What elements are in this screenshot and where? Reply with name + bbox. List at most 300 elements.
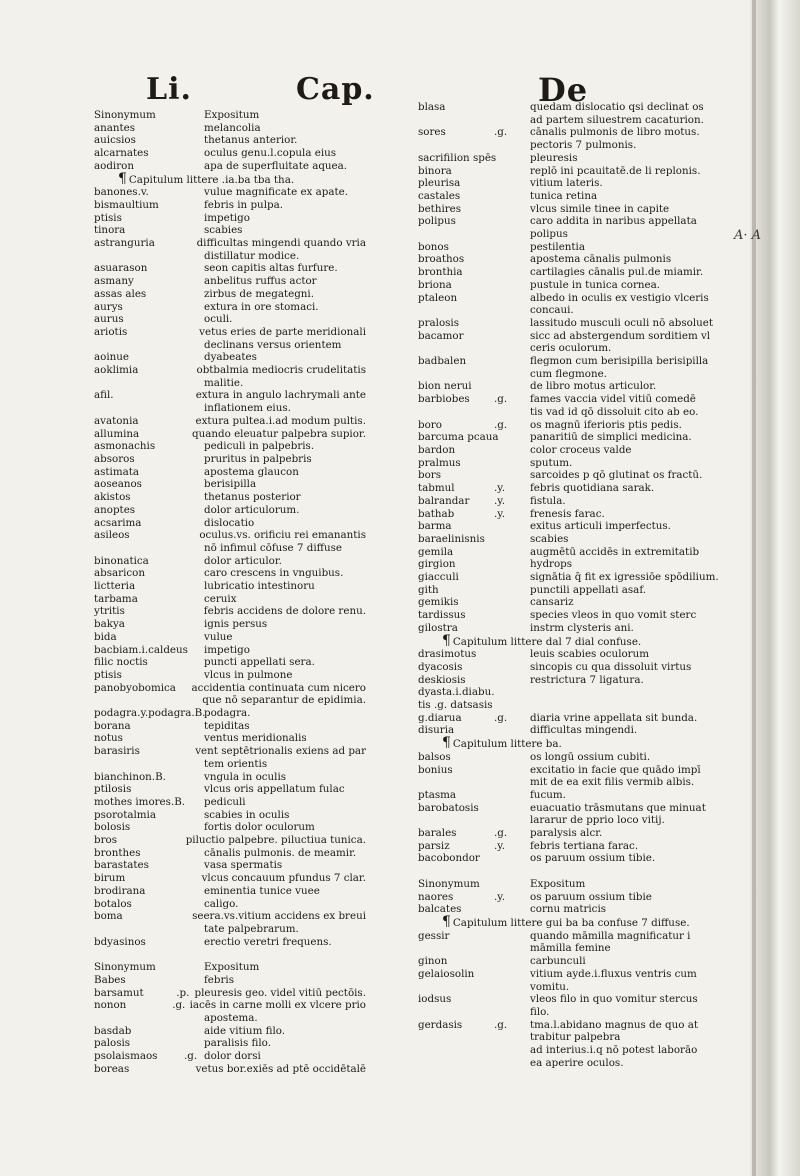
page-fold [752,0,756,1176]
glossary-term: aoseanos [94,478,142,491]
glossary-entry [94,580,366,593]
glossary-term: aodiron [94,159,134,172]
glossary-entry [94,923,366,936]
page-edge [750,0,800,1176]
glossary-entry [418,330,726,343]
glossary-definition: vngula in oculis [204,770,287,783]
glossary-definition: pleuresis geo. videl vitiū pectōis. [194,986,366,999]
glossary-entry [94,402,366,415]
glossary-entry [94,847,366,860]
glossary-term: balcates [418,903,462,916]
glossary-entry [94,364,366,377]
glossary-entry [418,571,726,584]
glossary-term: girgion [418,558,456,571]
glossary-definition: que nō separantur de epidimia. [202,694,366,707]
glossary-entry [94,160,366,173]
glossary-term: bronthes [94,846,141,859]
glossary-term: asmany [94,275,134,288]
glossary-term: parsiz [418,839,450,852]
glossary-definition: extura in ore stomaci. [204,300,319,313]
glossary-entry [418,724,726,737]
glossary-definition: trabitur palpebra [530,1031,621,1044]
glossary-definition: cansariz [530,596,574,609]
glossary-definition: febris in pulpa. [204,198,283,211]
glossary-term: aurus [94,313,124,326]
glossary-entry [418,431,726,444]
glossary-entry [94,809,366,822]
glossary-entry [94,618,366,631]
glossary-definition: caligo. [204,897,239,910]
glossary-term: deskiosis [418,673,466,686]
glossary-entry [94,885,366,898]
glossary-definition: pediculi [204,795,246,808]
glossary-term: broathos [418,253,465,266]
glossary-definition: anbelitus ruffus actor [204,275,317,288]
glossary-entry [94,999,366,1012]
glossary-entry [94,605,366,618]
glossary-entry [94,478,366,491]
glossary-definition: dolor articulor. [204,554,282,567]
glossary-term: bianchinon.B. [94,770,166,783]
glossary-entry [418,342,726,355]
glossary-definition: thetanus posterior [204,491,301,504]
glossary-entry [418,878,726,891]
pilcrow-icon: ¶ [442,632,451,649]
glossary-term: barasiris [94,745,140,758]
glossary-entry [418,469,726,482]
glossary-entry [94,134,366,147]
glossary-term: drasimotus [418,648,477,661]
glossary-entry [94,745,366,758]
glossary-definition: carbunculi [530,955,586,968]
glossary-definition: tem orientis [204,757,268,770]
glossary-entry [418,253,726,266]
glossary-definition: cānalis pulmonis. de meamir. [204,846,357,859]
glossary-definition: dolor articulorum. [204,503,300,516]
glossary-term: ariotis [94,325,128,338]
glossary-term: gemikis [418,596,459,609]
glossary-entry [418,802,726,815]
glossary-entry [94,821,366,834]
glossary-term: Babes [94,973,126,986]
glossary-entry [418,114,726,127]
glossary-term: gerdasis [418,1018,463,1031]
glossary-entry [94,262,366,275]
glossary-definition: replō ini pcauitatē.de li replonis. [530,164,701,177]
glossary-term: anantes [94,121,136,134]
language-mark: .g. [494,711,508,724]
glossary-entry [418,292,726,305]
glossary-definition: concaui. [530,304,574,317]
glossary-entry [418,444,726,457]
glossary-term: g.diarua [418,711,462,724]
glossary-definition: diaria vrine appellata sit bunda. [530,711,698,724]
glossary-entry [94,720,366,733]
glossary-entry [418,419,726,432]
chapter-heading-text: Capitulum littere gui ba ba confuse 7 diffuse. [452,916,690,929]
glossary-entry [418,699,726,712]
glossary-term: bismaultium [94,198,159,211]
glossary-definition: caro crescens in vnguibus. [204,567,344,580]
glossary-definition: scabies [204,224,243,237]
glossary-entry [418,776,726,789]
glossary-term: barcuma pcaua [418,431,499,444]
language-mark: .y. [494,890,505,903]
glossary-entry [94,834,366,847]
glossary-definition: frenesis farac. [530,507,605,520]
glossary-definition: Expositum [204,961,260,974]
language-mark: .g. [494,1018,508,1031]
glossary-definition: vitium lateris. [530,177,603,190]
glossary-definition: mit de ea exit filis vermib albis. [530,776,695,789]
glossary-term: gilostra [418,621,458,634]
glossary-definition: ad partem siluestrem cacaturion. [530,113,704,126]
glossary-entry [418,393,726,406]
glossary-definition: scabies [530,532,569,545]
glossary-entry [94,771,366,784]
glossary-term: dyacosis [418,660,463,673]
glossary-entry [418,596,726,609]
glossary-definition: melancolia [204,121,261,134]
language-mark: .p. [176,986,190,999]
glossary-term: ptasma [418,788,457,801]
glossary-entry [94,122,366,135]
glossary-term: ytritis [94,605,125,618]
glossary-term: aurys [94,300,123,313]
glossary-definition: declinans versus orientem [204,338,342,351]
glossary-definition: pestilentia [530,240,585,253]
glossary-term: ptisis [94,668,122,681]
glossary-entry [94,517,366,530]
glossary-definition: aide vitium filo. [204,1024,286,1037]
chapter-heading-text: Capitulum littere dal 7 dial confuse. [452,635,642,648]
glossary-entry [418,981,726,994]
glossary-definition: difficultas mingendi. [530,724,638,737]
glossary-entry [418,533,726,546]
glossary-term: asmonachis [94,440,156,453]
glossary-term: ptaleon [418,291,458,304]
glossary-entry [94,948,366,961]
glossary-term: badbalen [418,355,467,368]
glossary-term: lictteria [94,580,136,593]
glossary-definition: febris tertiana farac. [530,839,639,852]
glossary-definition: vetus eries de parte meridionali [199,325,366,338]
glossary-entry [418,1019,726,1032]
glossary-definition: inflationem eius. [204,402,291,415]
glossary-definition: cānalis pulmonis de libro motus. [530,126,700,139]
language-mark: .g. [494,126,508,139]
glossary-term: notus [94,732,123,745]
glossary-definition: extura pultea.i.ad modum pultis. [195,414,366,427]
glossary-column-left [94,109,366,1075]
glossary-term: briona [418,278,452,291]
glossary-entry [94,758,366,771]
glossary-entry [418,584,726,597]
glossary-entry [418,891,726,904]
glossary-entry [418,508,726,521]
glossary-entry [418,852,726,865]
glossary-entry [418,304,726,317]
glossary-entry [94,529,366,542]
glossary-entry [94,186,366,199]
glossary-entry [418,764,726,777]
glossary-entry [418,865,726,878]
glossary-term: Sinonymum [94,961,156,974]
glossary-term: pleurisa [418,177,461,190]
glossary-definition: filo. [530,1005,550,1018]
glossary-term: bakya [94,618,125,631]
glossary-definition: quando eleuatur palpebra supior. [192,427,366,440]
glossary-term: borana [94,719,131,732]
glossary-entry [94,898,366,911]
glossary-definition: pustule in tunica cornea. [530,278,661,291]
glossary-entry [94,491,366,504]
glossary-definition: ventus meridionalis [204,732,307,745]
glossary-definition: vetus bor.exiēs ad ptē occidētalē [195,1062,366,1075]
glossary-term: ptilosis [94,783,132,796]
glossary-term: bethires [418,202,462,215]
glossary-entry [94,694,366,707]
glossary-definition: ignis persus [204,618,268,631]
glossary-definition: eminentia tunice vuee [204,884,320,897]
glossary-definition: Expositum [530,877,586,890]
glossary-entry [94,147,366,160]
glossary-definition: accidentia continuata cum nicero [191,681,366,694]
glossary-definition: febris quotidiana sarak. [530,482,655,495]
glossary-definition: euacuatio trāsmutans que minuat [530,801,706,814]
glossary-term: dyasta.i.diabu. [418,686,495,699]
glossary-definition: lubricatio intestinoru [204,580,315,593]
language-mark: .g. [494,393,508,406]
glossary-entry [418,190,726,203]
chapter-heading [418,913,726,930]
glossary-term: birum [94,872,126,885]
pilcrow-icon: ¶ [118,170,127,187]
glossary-definition: distillatur modice. [204,249,300,262]
glossary-definition: puncti appellati sera. [204,656,315,669]
glossary-term: blasa [418,101,446,113]
glossary-definition: podagra. [204,707,251,720]
glossary-entry [94,707,366,720]
chapter-heading-text: Capitulum littere ba. [452,738,562,751]
glossary-entry [94,377,366,390]
glossary-definition: pectoris 7 pulmonis. [530,139,637,152]
glossary-term: brodirana [94,884,146,897]
glossary-entry [94,313,366,326]
glossary-term: avatonia [94,414,139,427]
glossary-entry [94,1012,366,1025]
glossary-definition: vulue [204,630,233,643]
glossary-entry [418,1006,726,1019]
glossary-term: tis .g. datsasis [418,699,493,712]
glossary-definition: cornu matricis [530,903,607,916]
running-head-chapter: Cap. [296,72,375,107]
glossary-term: panobyobomica [94,681,176,694]
glossary-entry [418,406,726,419]
glossary-entry [418,840,726,853]
glossary-entry [94,682,366,695]
glossary-definition: vleos filo in quo vomitur stercus [530,993,698,1006]
glossary-term: asileos [94,529,130,542]
glossary-term: sacrifilion spēs [418,151,497,164]
glossary-definition: vent septētrionalis exiens ad par [195,745,366,758]
pilcrow-icon: ¶ [442,735,451,752]
glossary-term: bacbiam.i.caldeus [94,643,188,656]
running-head-book: Li. [146,72,192,107]
glossary-term: filic noctis [94,656,148,669]
running-head-de: De [538,71,589,109]
glossary-definition: fames vaccia videl vitiū comedē [530,393,696,406]
glossary-term: alcarnates [94,147,149,160]
glossary-entry [418,241,726,254]
glossary-entry [94,796,366,809]
glossary-entry [418,457,726,470]
glossary-definition: de libro motus articulor. [530,380,657,393]
glossary-definition: excitatio in facie que quādo impī [530,763,701,776]
glossary-entry [418,751,726,764]
glossary-entry [418,279,726,292]
language-mark: .y. [494,507,505,520]
glossary-entry [418,558,726,571]
glossary-term: astimata [94,465,140,478]
margin-note: A· A [734,228,762,243]
glossary-entry [418,930,726,943]
glossary-term: afil. [94,389,114,402]
glossary-definition: apostema cānalis pulmonis [530,253,672,266]
glossary-entry [94,656,366,669]
glossary-entry [94,275,366,288]
glossary-entry [94,212,366,225]
glossary-term: assas ales [94,287,147,300]
glossary-entry [418,1057,726,1070]
glossary-entry [94,859,366,872]
glossary-definition: impetigo [204,211,250,224]
glossary-definition: zirbus de megategni. [204,287,314,300]
glossary-definition: panaritiū de simplici medicina. [530,431,692,444]
glossary-definition: tepiditas [204,719,250,732]
glossary-entry [94,555,366,568]
glossary-definition: cum flegmone. [530,367,607,380]
glossary-definition: exitus articuli imperfectus. [530,520,671,533]
glossary-entry [418,712,726,725]
glossary-definition: pediculi in palpebris. [204,440,315,453]
glossary-definition: quedam dislocatio qsi declinat os [530,101,704,113]
glossary-definition: tma.l.abidano magnus de quo at [530,1018,698,1031]
glossary-entry [418,228,726,241]
glossary-definition: fucum. [530,788,566,801]
glossary-definition: hydrops [530,558,573,571]
glossary-term: barbiobes [418,393,470,406]
glossary-entry [94,109,366,122]
glossary-definition: extura in angulo lachrymali ante [195,389,366,402]
glossary-term: naores [418,890,454,903]
glossary-entry [418,942,726,955]
glossary-definition: leuis scabies oculorum [530,648,650,661]
glossary-entry [94,936,366,949]
glossary-term: gelaiosolin [418,967,475,980]
glossary-term: boma [94,910,123,923]
glossary-entry [418,993,726,1006]
glossary-entry [94,1025,366,1038]
glossary-definition: sicc ad abstergendum sorditiem vl [530,329,711,342]
glossary-term: podagra.y.podagra.B. [94,707,206,720]
glossary-entry [418,126,726,139]
chapter-heading-text: Capitulum littere .ia.ba tba tha. [128,173,295,186]
glossary-term: tardissus [418,609,466,622]
glossary-definition: seon capitis altas furfure. [204,262,338,275]
glossary-term: absaricon [94,567,145,580]
glossary-term: barma [418,520,452,533]
glossary-term: tarbama [94,592,138,605]
glossary-definition: tis vad id qō dissoluit cito ab eo. [530,405,699,418]
glossary-entry [418,1044,726,1057]
glossary-entry [94,631,366,644]
glossary-definition: febris [204,973,234,986]
glossary-definition: tunica retina [530,189,598,202]
language-mark: .y. [494,494,505,507]
glossary-term: bathab [418,507,455,520]
glossary-definition: Expositum [204,109,260,121]
glossary-entry [418,482,726,495]
glossary-definition: oculus.vs. orificiu rei emanantis [199,529,366,542]
glossary-entry [418,266,726,279]
glossary-definition: vitium ayde.i.fluxus ventris cum [530,967,697,980]
glossary-entry [94,1050,366,1063]
glossary-term: banones.v. [94,186,149,199]
glossary-term: tinora [94,224,126,237]
glossary-term: gessir [418,929,450,942]
glossary-entry [418,686,726,699]
glossary-entry [94,1063,366,1076]
glossary-term: palosis [94,1037,131,1050]
glossary-entry [418,139,726,152]
glossary-definition: lararur de pprio loco vitij. [530,814,665,827]
glossary-entry [418,827,726,840]
glossary-term: bonos [418,240,449,253]
glossary-definition: piluctio palpebre. piluctiua tunica. [185,834,366,847]
glossary-entry [94,542,366,555]
glossary-entry [94,301,366,314]
glossary-definition: scabies in oculis [204,808,290,821]
glossary-entry [418,317,726,330]
glossary-entry [418,955,726,968]
glossary-definition: impetigo [204,643,250,656]
glossary-entry [418,520,726,533]
glossary-definition: vasa spermatis [204,859,283,872]
glossary-definition: dislocatio [204,516,255,529]
glossary-definition: restrictura 7 ligatura. [530,673,644,686]
language-mark: .g. [494,827,508,840]
language-mark: .g. [494,418,508,431]
glossary-term: bida [94,630,117,643]
glossary-entry [94,504,366,517]
glossary-term: iodsus [418,993,452,1006]
glossary-definition: vomitu. [530,980,570,993]
glossary-entry [418,789,726,802]
glossary-term: tabmul [418,482,455,495]
glossary-entry [94,644,366,657]
glossary-entry [94,224,366,237]
glossary-term: polipus [418,215,456,228]
glossary-term: basdab [94,1024,132,1037]
glossary-entry [94,961,366,974]
glossary-entry [94,428,366,441]
language-mark: .g. [172,999,186,1012]
glossary-entry [94,453,366,466]
glossary-definition: sincopis cu qua dissoluit virtus [530,660,692,673]
glossary-entry [418,355,726,368]
glossary-entry [94,987,366,1000]
